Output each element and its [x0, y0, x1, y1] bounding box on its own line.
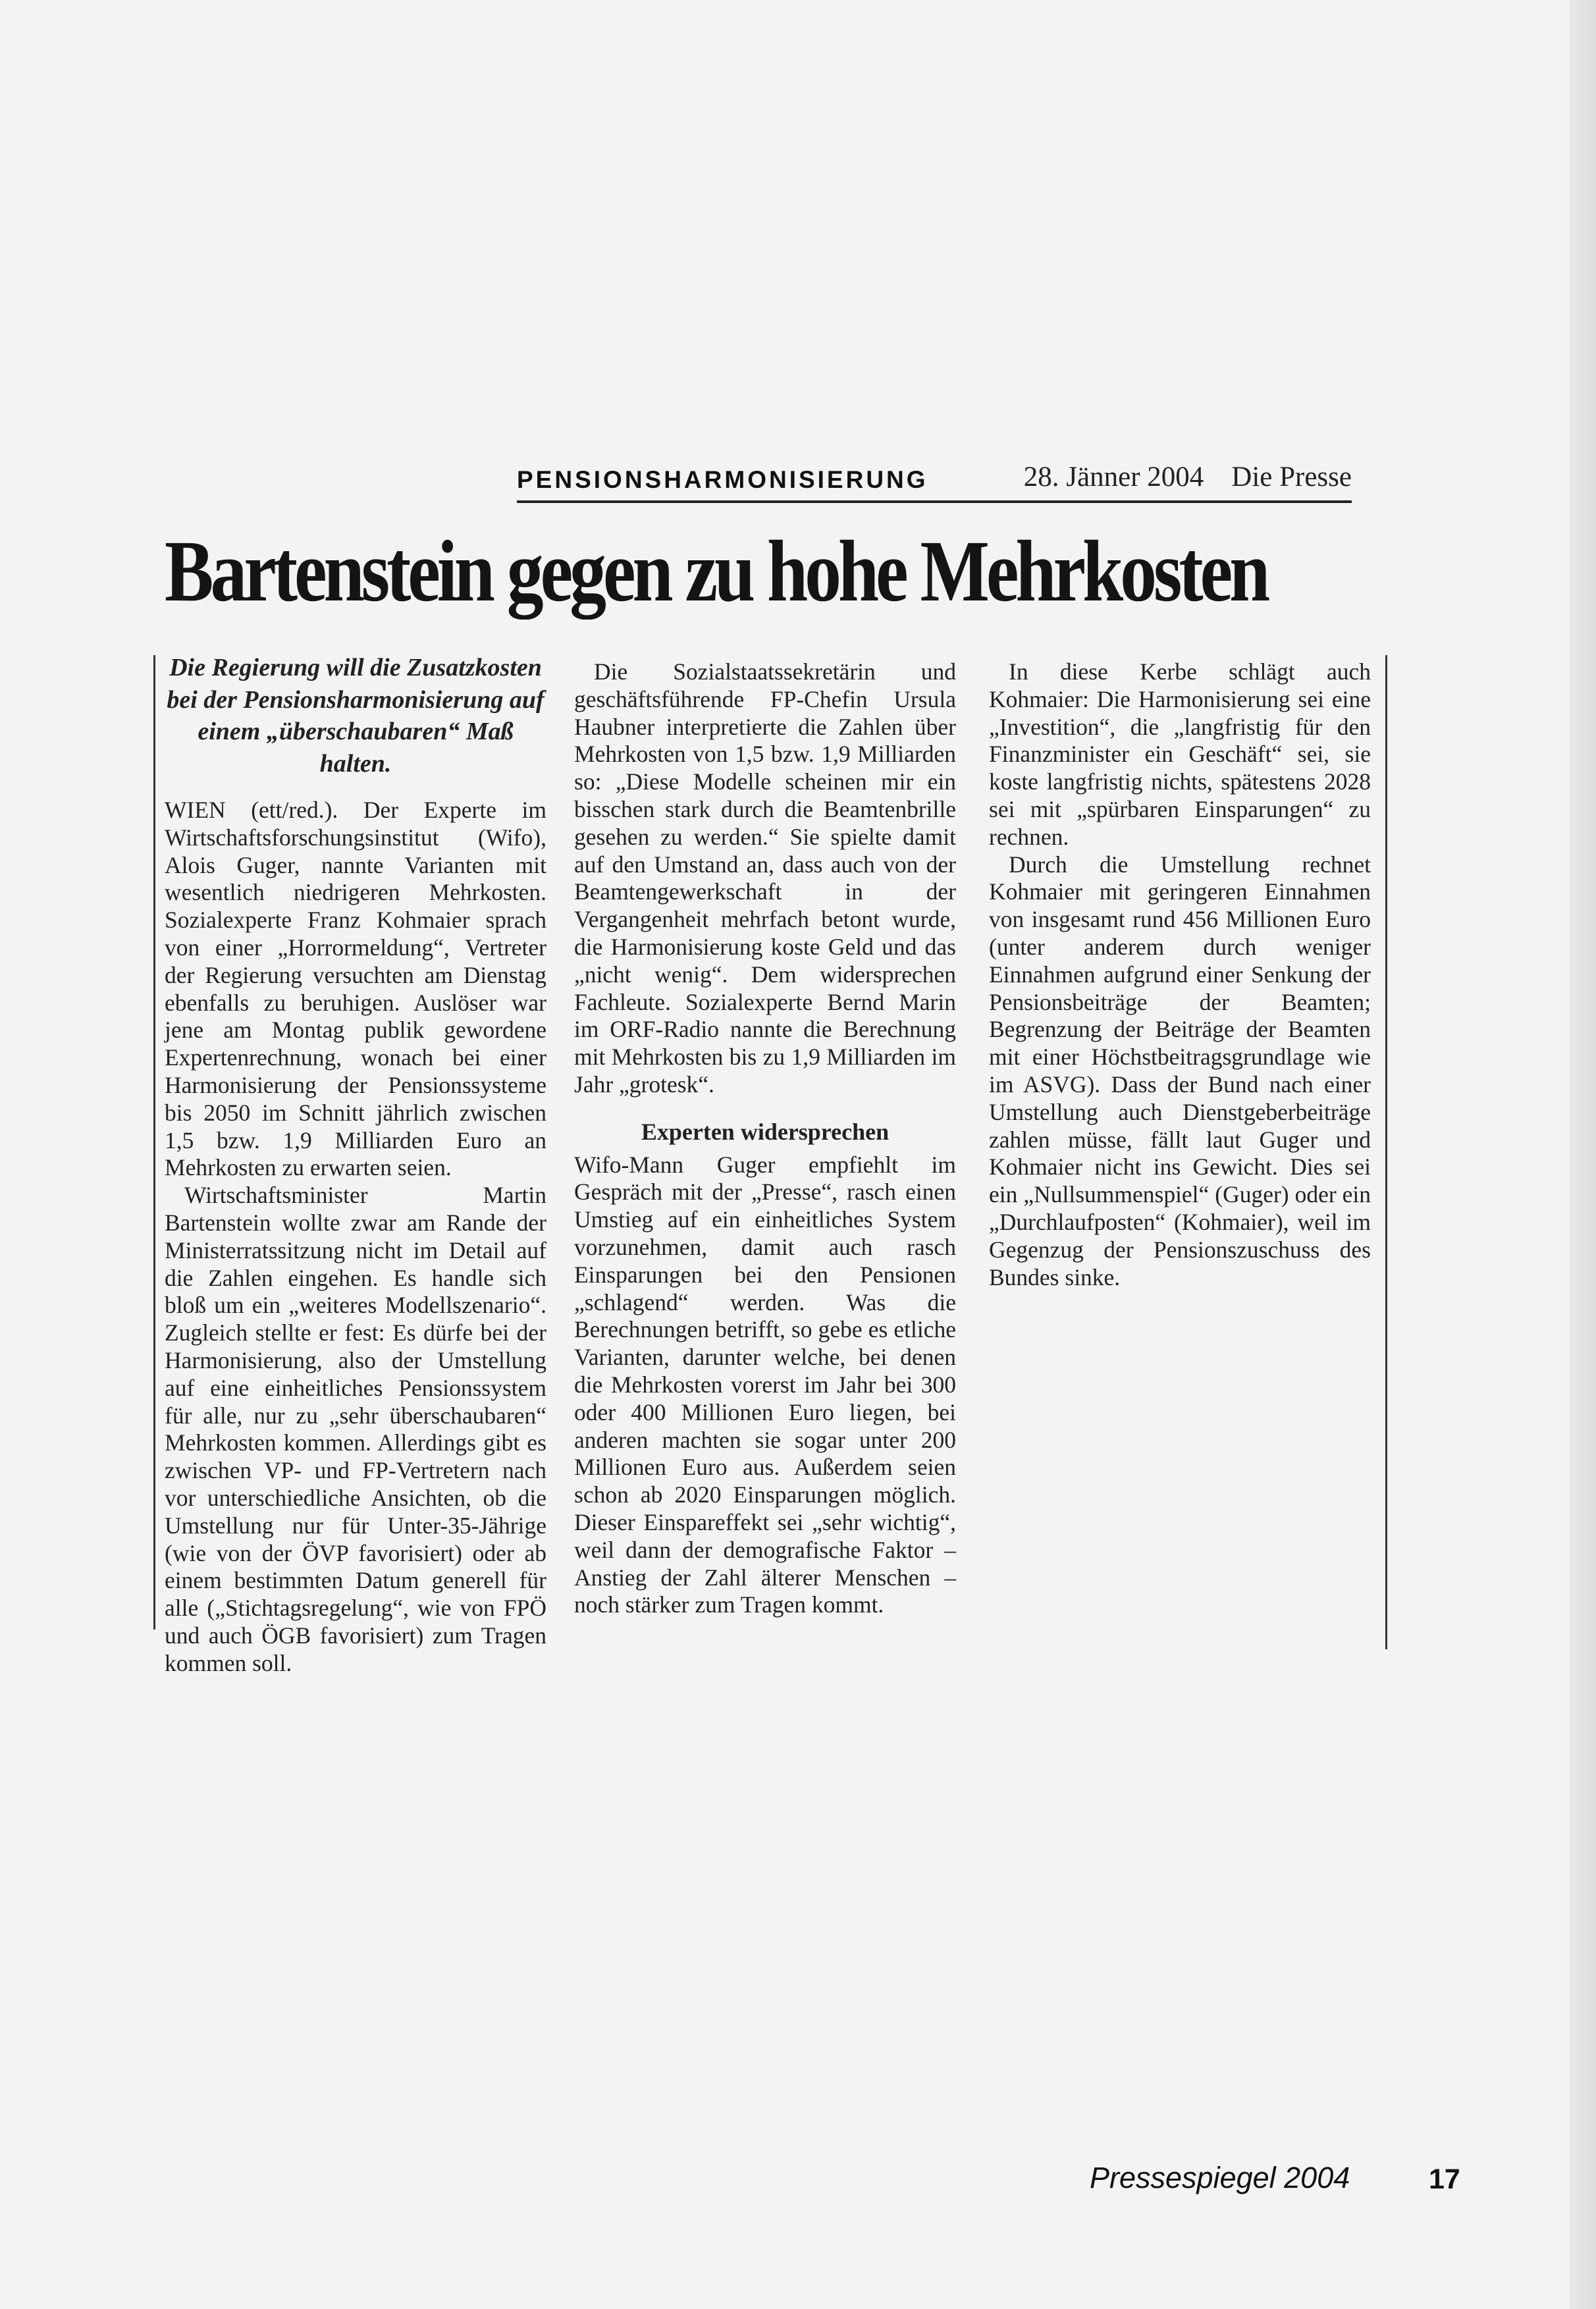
publication-date: 28. Jänner 2004: [1023, 462, 1204, 492]
paragraph: Wifo-Mann Guger empfiehlt im Gespräch mit der „Presse“, rasch einen Umstieg auf ein einheitliches System vorzunehmen, damit auch rasch Einsparungen bei den Pensionen „schlagend“ werden. Was die Berechnungen betrifft, so gebe es etliche Varianten, darunter welche, bei denen die Mehrkosten vorerst im Jahr bei 300 oder 400 Millionen Euro liegen, bei anderen machten sie sogar unter 200 Millionen Euro aus. Außerdem seien schon ab 2020 Einsparungen möglich. Dieser Einspareffekt sei „sehr wichtig“, weil dann der demografische Faktor – Anstieg der Zahl älterer Menschen – noch stärker zum Tragen kommt.: [574, 1151, 956, 1618]
page-number: 17: [1429, 2163, 1460, 2195]
subheading: Experten widersprechen: [641, 1118, 890, 1145]
page-edge: [1570, 0, 1596, 2309]
column-1: [165, 652, 546, 1678]
paragraph: Durch die Umstellung rechnet Kohmaier mit geringeren Einnahmen von insgesamt rund 456 Millionen Euro (unter anderem durch weniger Einnahmen aufgrund einer Senkung der Pensionsbeiträge der Beamten; Begrenzung der Beiträge der Beamten mit einer Höchstbeitragsgrundlage wie im ASVG). Dass der Bund nach einer Umstellung auch Dienstgeberbeiträge zahlen müsse, fällt laut Guger und Kohmaier nicht ins Gewicht. Dies sei ein „Nullsummenspiel“ (Guger) oder ein „Durchlaufposten“ (Kohmaier), weil im Gegenzug der Pensionszuschuss des Bundes sinke.: [989, 851, 1371, 1290]
publication-source: Die Presse: [1231, 462, 1352, 492]
paragraph: Wirtschaftsminister Martin Bartenstein wollte zwar am Rande der Ministerratssitzung nicht im Detail auf die Zahlen eingehen. Es handle sich bloß um ein „weiteres Modellszenario“. Zugleich stellte er fest: Es dürfe bei der Harmonisierung, also der Umstellung auf eine einheitliches Pensionssystem für alle, nur zu „sehr überschaubaren“ Mehrkosten kommen. Allerdings gibt es zwischen VP- und FP-Vertretern nach vor unterschiedliche Ansichten, ob die Umstellung nur für Unter-35-Jährige (wie von der ÖVP favorisiert) oder ab einem bestimmten Datum generell für alle („Stichtagsregelung“, wie von FPÖ und auch ÖGB favorisiert) zum Tragen kommen soll.: [165, 1182, 546, 1676]
footer-label: Pressespiegel 2004: [1090, 2161, 1350, 2194]
lead-text: Die Regierung will die Zusatzkosten bei der Pensionsharmonisierung auf einem „überschaubaren“ Maß halten.: [167, 654, 545, 778]
column-2: [574, 658, 956, 1619]
column-3: [989, 658, 1371, 1291]
article-header: [517, 461, 1352, 503]
column-rule-left: [153, 655, 155, 1630]
paragraph: In diese Kerbe schlägt auch Kohmaier: Die Harmonisierung sei eine „Investition“, die „langfristig für den Finanzminister ein Geschäft“ sei, sie koste langfristig nichts, spätestens 2028 sei mit „spürbaren Einsparungen“ zu rechnen.: [989, 658, 1371, 850]
paragraph: WIEN (ett/red.). Der Experte im Wirtschaftsforschungsinstitut (Wifo), Alois Guger, nannte Varianten mit wesentlich niedrigeren Mehrkosten. Sozialexperte Franz Kohmaier sprach von einer „Horrormeldung“, Vertreter der Regierung versuchten am Dienstag ebenfalls zu beruhigen. Auslöser war jene am Montag publik gewordene Expertenrechnung, wonach bei einer Harmonisierung der Pensionssysteme bis 2050 im Schnitt jährlich zwischen 1,5 bzw. 1,9 Milliarden Euro an Mehrkosten zu erwarten seien.: [165, 797, 546, 1181]
section-label: PENSIONSHARMONISIERUNG: [517, 466, 928, 493]
paragraph: Die Sozialstaatssekretärin und geschäftsführende FP-Chefin Ursula Haubner interpretierte die Zahlen über Mehrkosten von 1,5 bzw. 1,9 Milliarden so: „Diese Modelle scheinen mir ein bisschen stark durch die Beamtenbrille gesehen zu werden.“ Sie spielte damit auf den Umstand an, dass auch von der Beamtengewerkschaft in der Vergangenheit mehrfach betont wurde, die Harmonisierung koste Geld und das „nicht wenig“. Dem widersprechen Fachleute. Sozialexperte Bernd Marin im ORF-Radio nannte die Berechnung mit Mehrkosten bis zu 1,9 Milliarden im Jahr „grotesk“.: [574, 658, 956, 1098]
column-rule-right: [1385, 655, 1387, 1649]
headline: Bartenstein gegen zu hohe Mehrkosten: [165, 522, 1267, 620]
date-source: [996, 461, 1352, 493]
